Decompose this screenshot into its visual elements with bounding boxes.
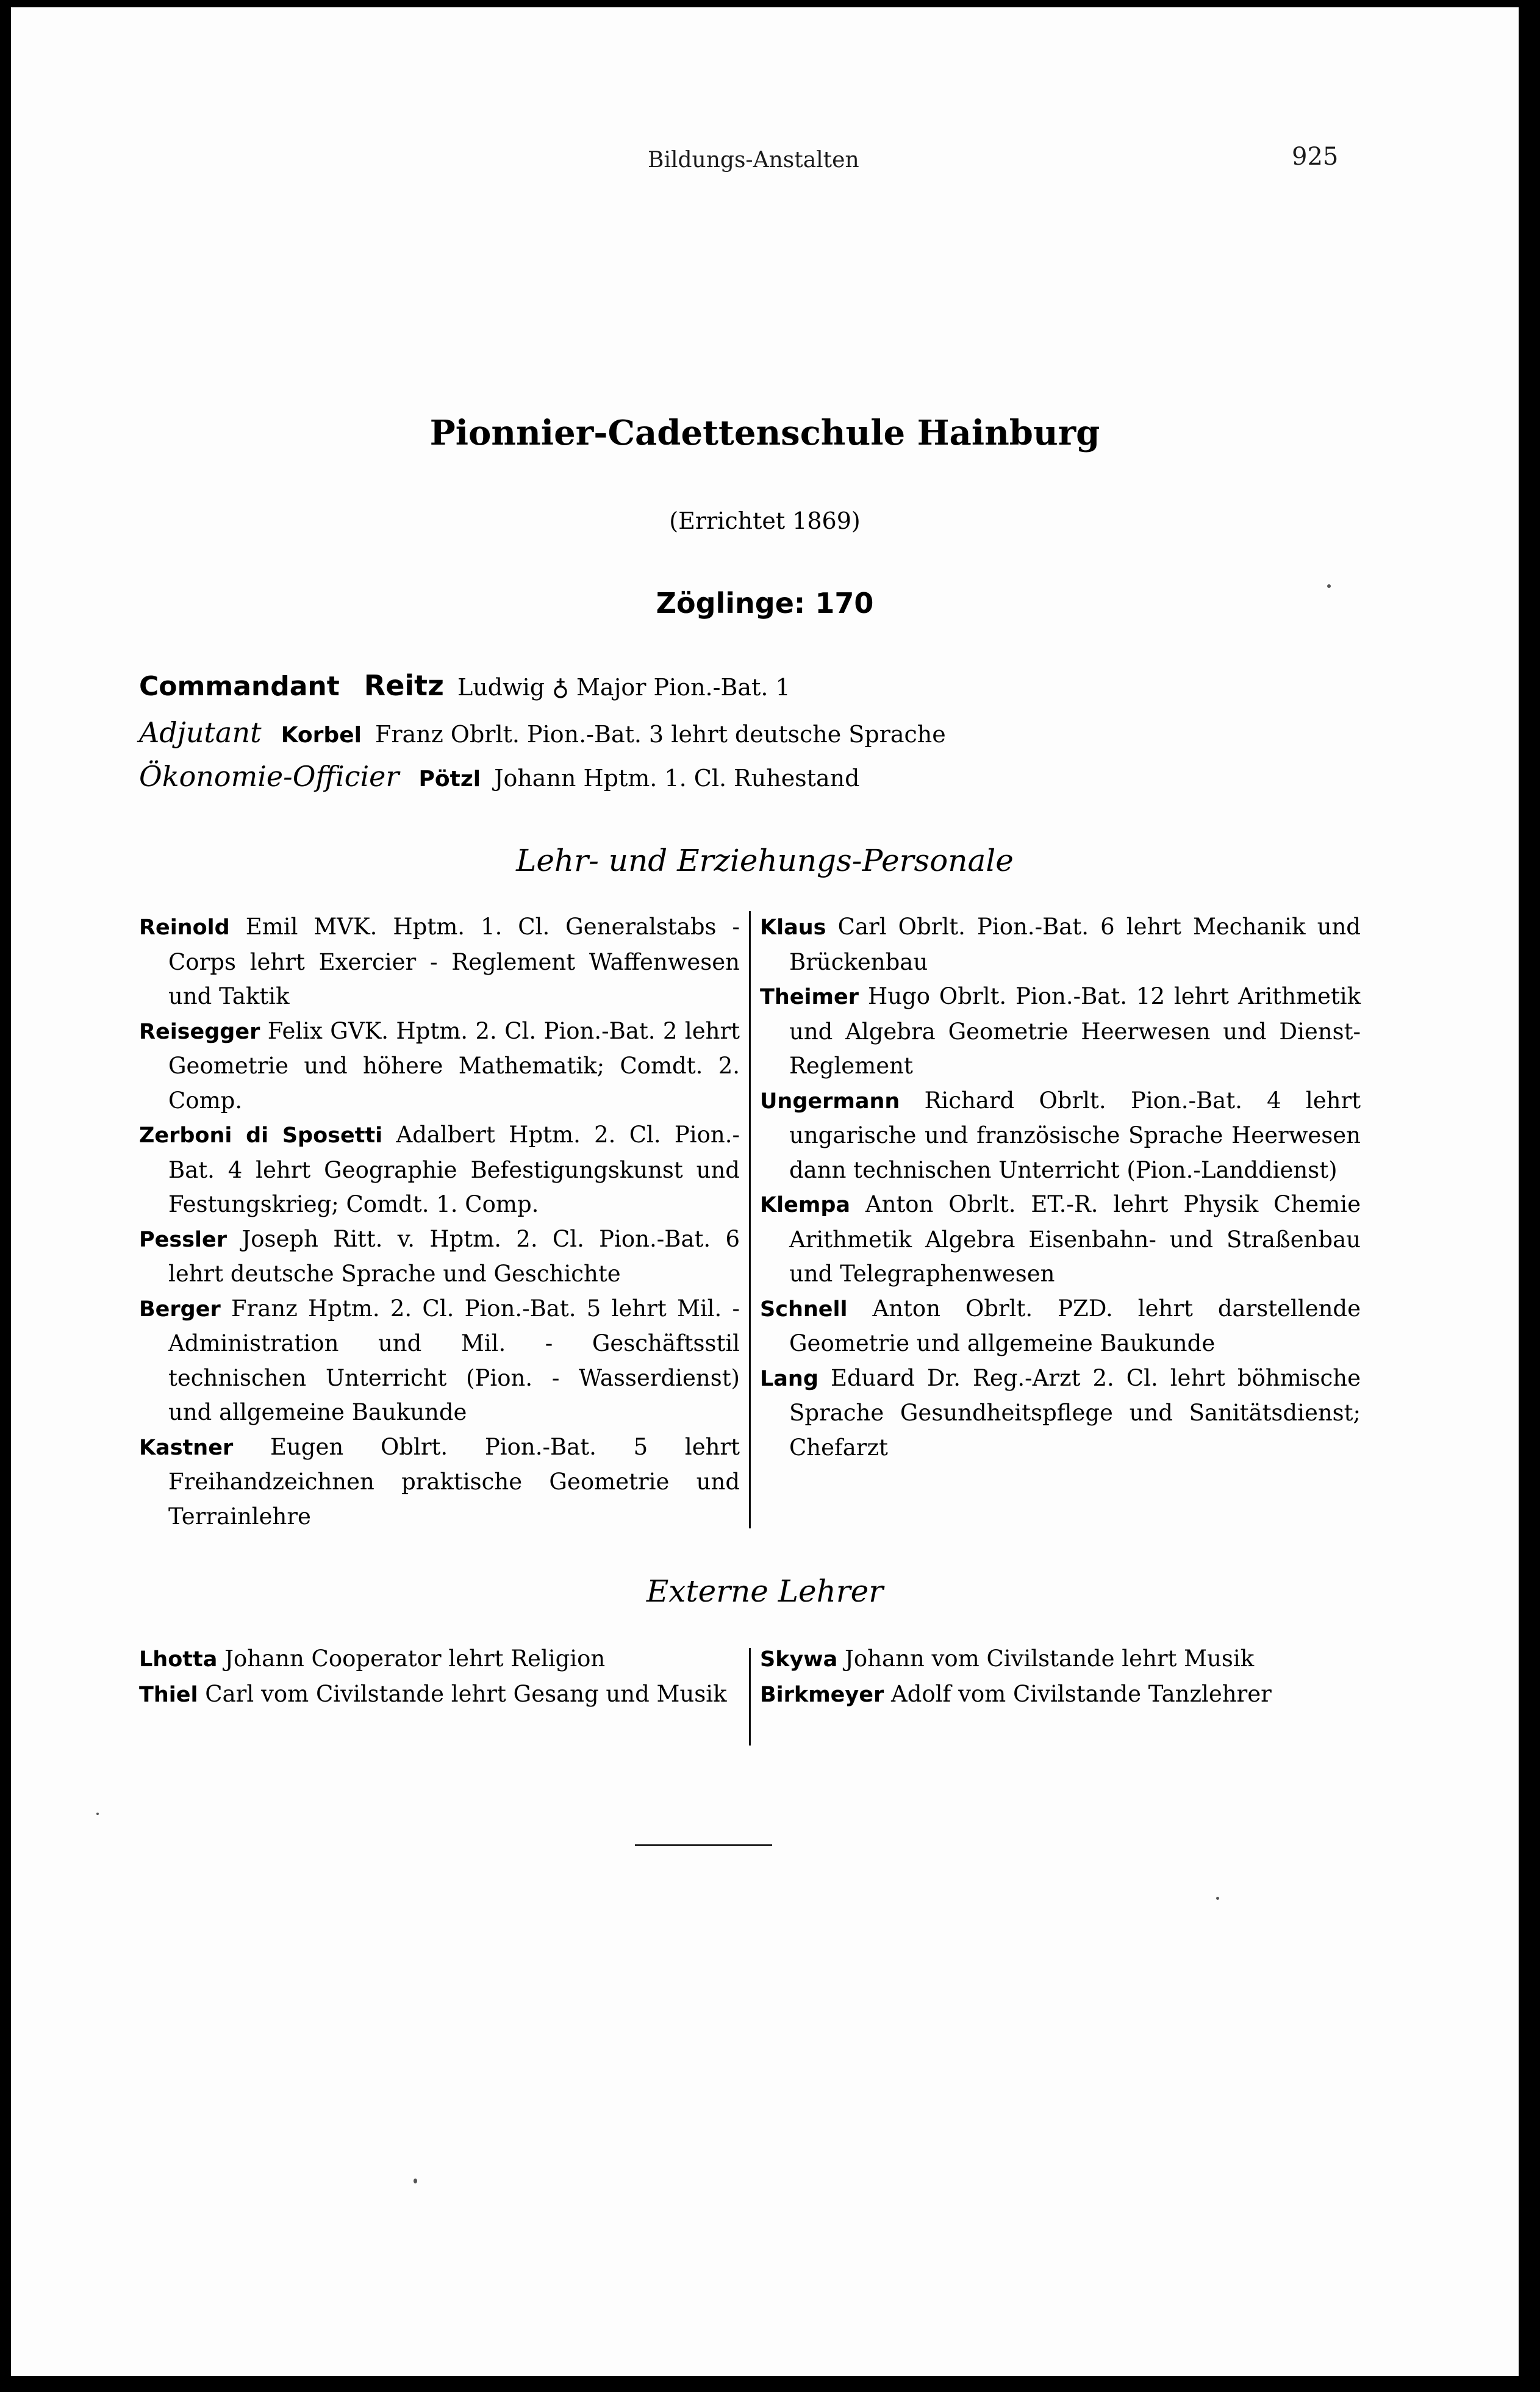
staff-surname: Reinold <box>139 915 230 940</box>
staff-entry <box>760 1361 1361 1466</box>
running-header: Bildungs-Anstalten <box>648 148 859 173</box>
staff-details: Eduard Dr. Reg.-Arzt 2. Cl. lehrt böhmische Sprache Gesundheitspflege und Sanitätsdienst; Chefarzt <box>789 1364 1361 1461</box>
staff-details: Adalbert Hptm. 2. Cl. Pion.-Bat. 4 lehrt Geographie Befestigungskunst und Festungskrieg; Comdt. 1. Comp. <box>168 1122 740 1217</box>
external-teachers-right-column <box>760 1642 1361 1712</box>
staff-details: Anton Obrlt. ET.-R. lehrt Physik Chemie Arithmetik Algebra Eisenbahn- und Straßenbau und Telegraphenwesen <box>789 1191 1361 1287</box>
adjutant-surname: Korbel <box>281 723 362 748</box>
teacher-surname: Birkmeyer <box>760 1682 884 1707</box>
staff-surname: Zerboni di Sposetti <box>139 1123 383 1148</box>
staff-entry <box>760 1084 1361 1188</box>
economy-officer-details: Johann Hptm. 1. Cl. Ruhestand <box>494 765 860 792</box>
adjutant-details: Franz Obrlt. Pion.-Bat. 3 lehrt deutsche Sprache <box>375 721 946 748</box>
staff-entry <box>139 1222 740 1292</box>
teacher-details: Johann Cooperator lehrt Religion <box>224 1645 606 1672</box>
teacher-surname: Thiel <box>139 1682 198 1707</box>
teacher-entry <box>139 1642 740 1677</box>
paper-speck <box>96 1813 99 1815</box>
staff-details: Hugo Obrlt. Pion.-Bat. 12 lehrt Arithmetik und Algebra Geometrie Heerwesen und Dienst-Reglement <box>789 983 1361 1079</box>
staff-entry <box>139 1292 740 1430</box>
staff-surname: Lang <box>760 1366 818 1391</box>
page-number: 925 <box>1292 143 1339 171</box>
commandant-line <box>139 669 790 702</box>
pupil-count: Zöglinge: 170 <box>656 587 874 620</box>
teacher-details: Carl vom Civilstande lehrt Gesang und Musik <box>205 1680 727 1707</box>
economy-officer-surname: Pötzl <box>418 767 481 792</box>
economy-officer-role: Ökonomie-Officier <box>139 760 399 793</box>
staff-details: Emil MVK. Hptm. 1. Cl. Generalstabs - Corps lehrt Exercier - Reglement Waffenwesen und Taktik <box>168 914 740 1009</box>
teacher-surname: Lhotta <box>139 1647 218 1672</box>
adjutant-line <box>139 716 946 749</box>
commandant-details: Ludwig ♁ Major Pion.-Bat. 1 <box>457 674 790 701</box>
staff-details: Franz Hptm. 2. Cl. Pion.-Bat. 5 lehrt Mil. - Administration und Mil. - Geschäftsstil technischen Unterricht (Pion. - Wasserdienst) und allgemeine Baukunde <box>168 1295 740 1425</box>
staff-entry <box>139 1014 740 1119</box>
staff-entry <box>139 910 740 1014</box>
teacher-details: Adolf vom Civilstande Tanzlehrer <box>891 1680 1272 1707</box>
staff-details: Eugen Oblrt. Pion.-Bat. 5 lehrt Freihandzeichnen praktische Geometrie und Terrainlehre <box>168 1433 740 1530</box>
founding-note: (Errichtet 1869) <box>669 507 861 534</box>
closing-rule <box>635 1844 772 1846</box>
staff-details: Carl Obrlt. Pion.-Bat. 6 lehrt Mechanik und Brückenbau <box>789 914 1361 975</box>
staff-entry <box>139 1430 740 1534</box>
teaching-staff-right-column <box>760 910 1361 1465</box>
adjutant-role: Adjutant <box>139 716 262 749</box>
staff-surname: Theimer <box>760 985 859 1009</box>
staff-surname: Klempa <box>760 1193 850 1217</box>
teaching-staff-left-column <box>139 910 740 1534</box>
staff-surname: Klaus <box>760 915 826 940</box>
teacher-entry <box>760 1677 1361 1713</box>
commandant-role: Commandant <box>139 671 340 702</box>
teacher-entry <box>760 1642 1361 1677</box>
staff-details: Felix GVK. Hptm. 2. Cl. Pion.-Bat. 2 lehrt Geometrie und höhere Mathematik; Comdt. 2. Comp. <box>168 1017 740 1114</box>
staff-entry <box>760 979 1361 1084</box>
staff-surname: Berger <box>139 1297 221 1322</box>
staff-surname: Kastner <box>139 1435 234 1460</box>
external-teachers-left-column <box>139 1642 740 1712</box>
teacher-entry <box>139 1677 740 1713</box>
staff-details: Richard Obrlt. Pion.-Bat. 4 lehrt ungarische und französische Sprache Heerwesen dann technischen Unterricht (Pion.-Landdienst) <box>789 1087 1361 1183</box>
teaching-staff-heading: Lehr- und Erziehungs-Personale <box>516 843 1014 878</box>
external-teachers-heading: Externe Lehrer <box>646 1574 884 1609</box>
staff-details: Joseph Ritt. v. Hptm. 2. Cl. Pion.-Bat. 6 lehrt deutsche Sprache und Geschichte <box>168 1225 740 1287</box>
staff-surname: Schnell <box>760 1297 848 1322</box>
economy-officer-line <box>139 760 859 793</box>
column-divider <box>749 911 751 1528</box>
staff-entry <box>760 910 1361 979</box>
staff-surname: Ungermann <box>760 1089 900 1114</box>
staff-details: Anton Obrlt. PZD. lehrt darstellende Geometrie und allgemeine Baukunde <box>789 1295 1361 1356</box>
page-title: Pionnier-Cadettenschule Hainburg <box>429 413 1100 453</box>
staff-surname: Pessler <box>139 1227 227 1252</box>
paper-speck <box>1216 1897 1219 1900</box>
staff-entry <box>139 1118 740 1222</box>
staff-entry <box>760 1187 1361 1292</box>
staff-surname: Reisegger <box>139 1019 260 1044</box>
book-page <box>11 7 1519 2376</box>
paper-speck <box>414 2179 417 2183</box>
teacher-details: Johann vom Civilstande lehrt Musik <box>845 1645 1255 1672</box>
paper-speck <box>1327 584 1331 588</box>
staff-entry <box>760 1292 1361 1361</box>
commandant-surname: Reitz <box>364 669 444 702</box>
teacher-surname: Skywa <box>760 1647 838 1672</box>
column-divider <box>749 1648 751 1746</box>
